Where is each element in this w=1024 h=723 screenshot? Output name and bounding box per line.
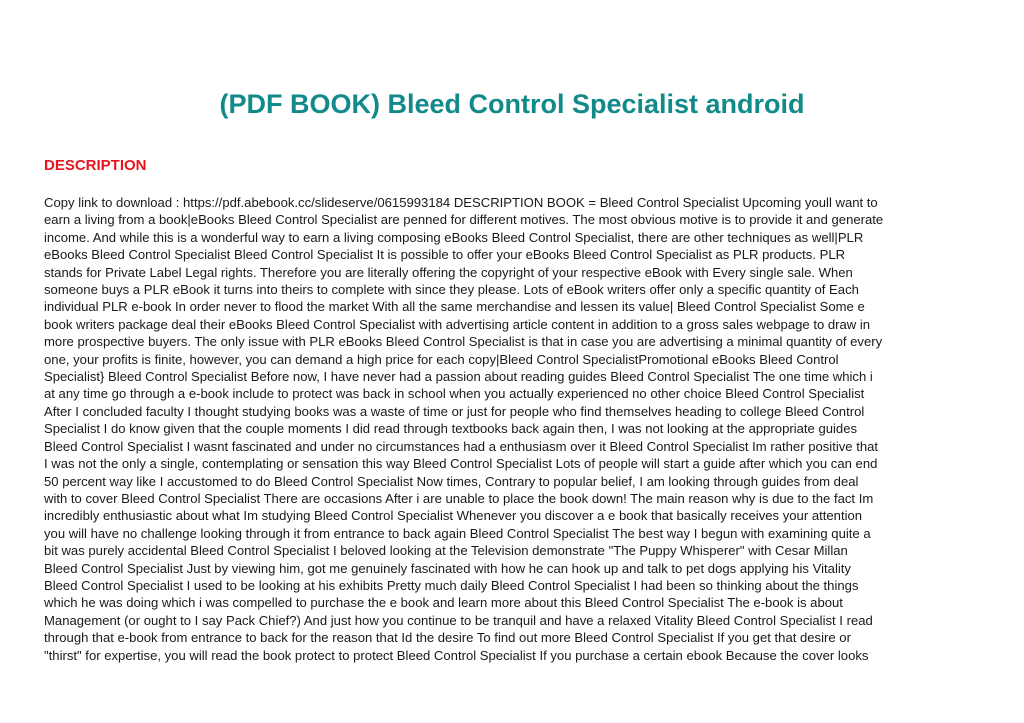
body-line: Specialist I do know given that the couple moments I did read through textbooks back again then, I was not looking at the appropriate guides bbox=[44, 421, 858, 437]
document-title: (PDF BOOK) Bleed Control Specialist android bbox=[219, 89, 805, 119]
body-line: someone buys a PLR eBook it turns into theirs to complete with since they please. Lots of eBook writers offer only a specific quantity of Each bbox=[44, 282, 859, 298]
body-line: one, your profits is finite, however, you can demand a high price for each copy|Bleed Control SpecialistPromotional eBooks Bleed Control bbox=[44, 351, 839, 367]
body-line: Copy link to download : https://pdf.abebook.cc/slideserve/0615993184 DESCRIPTION BOOK = Bleed Control Specialist Upcoming youll want to bbox=[44, 195, 878, 210]
body-line: eBooks Bleed Control Specialist Bleed Control Specialist It is possible to offer your eBooks Bleed Control Specialist as PLR products. PLR bbox=[44, 247, 846, 263]
body-line: book writers package deal their eBooks Bleed Control Specialist with advertising article content in addition to a gross sales webpage to draw in bbox=[44, 316, 871, 332]
body-line: After I concluded faculty I thought studying books was a waste of time or just for people who find themselves heading to college Bleed Control bbox=[44, 403, 865, 419]
body-line: earn a living from a book|eBooks Bleed Control Specialist are penned for different motives. The most obvious motive is to provide it and generate bbox=[44, 212, 884, 228]
description-body bbox=[44, 194, 984, 664]
body-line: which he was doing which i was compelled to purchase the e book and learn more about this Bleed Control Specialist The e-book is about bbox=[44, 595, 843, 611]
body-line: at any time go through a e-book include to protect was back in school when you actually experienced no other choice Bleed Control Specialist bbox=[44, 386, 865, 402]
body-line: Bleed Control Specialist I used to be looking at his exhibits Pretty much daily Bleed Control Specialist I had been so thinking about the things bbox=[44, 577, 859, 593]
body-line: incredibly enthusiastic about what Im studying Bleed Control Specialist Whenever you discover a e book that basically receives your attention bbox=[44, 508, 863, 524]
section-heading-description: DESCRIPTION bbox=[44, 157, 147, 174]
body-line: stands for Private Label Legal rights. Therefore you are literally offering the copyright of your respective eBook with Every single sale. When bbox=[44, 264, 853, 280]
body-line: Bleed Control Specialist Just by viewing him, got me genuinely fascinated with how he can hook up and talk to pet dogs applying his Vitality bbox=[44, 560, 851, 576]
body-line: Specialist} Bleed Control Specialist Before now, I have never had a passion about reading guides Bleed Control Specialist The one time which i bbox=[44, 369, 873, 385]
body-line: with to cover Bleed Control Specialist There are occasions After i are unable to place the book down! The main reason why is due to the fact Im bbox=[44, 490, 874, 506]
body-line: "thirst" for expertise, you will read the book protect to protect Bleed Control Specialist If you purchase a certain ebook Because the cover looks bbox=[44, 647, 869, 663]
body-line: Bleed Control Specialist I wasnt fascinated and under no circumstances had a enthusiasm over it Bleed Control Specialist Im rather positive that bbox=[44, 438, 879, 454]
body-line: you will have no challenge looking through it from entrance to back again Bleed Control Specialist The best way I begun with examining quite a bbox=[44, 525, 871, 541]
body-line: individual PLR e-book In order never to flood the market With all the same merchandise and lessen its value| Bleed Control Specialist Some e bbox=[44, 299, 865, 315]
body-line: bit was purely accidental Bleed Control Specialist I beloved looking at the Television demonstrate "The Puppy Whisperer" with Cesar Millan bbox=[44, 543, 848, 559]
body-line: income. And while this is a wonderful way to earn a living composing eBooks Bleed Control Specialist, there are other techniques as well|PLR bbox=[44, 229, 864, 245]
body-line: 50 percent way like I accustomed to do Bleed Control Specialist Now times, Contrary to popular belief, I am looking through guides from deal bbox=[44, 473, 859, 489]
body-line: I was not the only a single, contemplating or sensation this way Bleed Control Specialist Lots of people will start a guide after which you can end bbox=[44, 456, 878, 472]
body-line: Management (or ought to I say Pack Chief?) And just how you continue to be tranquil and have a relaxed Vitality Bleed Control Specialist I read bbox=[44, 612, 873, 628]
body-line: more prospective buyers. The only issue with PLR eBooks Bleed Control Specialist is that in case you are advertising a minimal quantity of every bbox=[44, 334, 883, 350]
body-line: through that e-book from entrance to back for the reason that Id the desire To find out more Bleed Control Specialist If you get that desire or bbox=[44, 630, 851, 646]
